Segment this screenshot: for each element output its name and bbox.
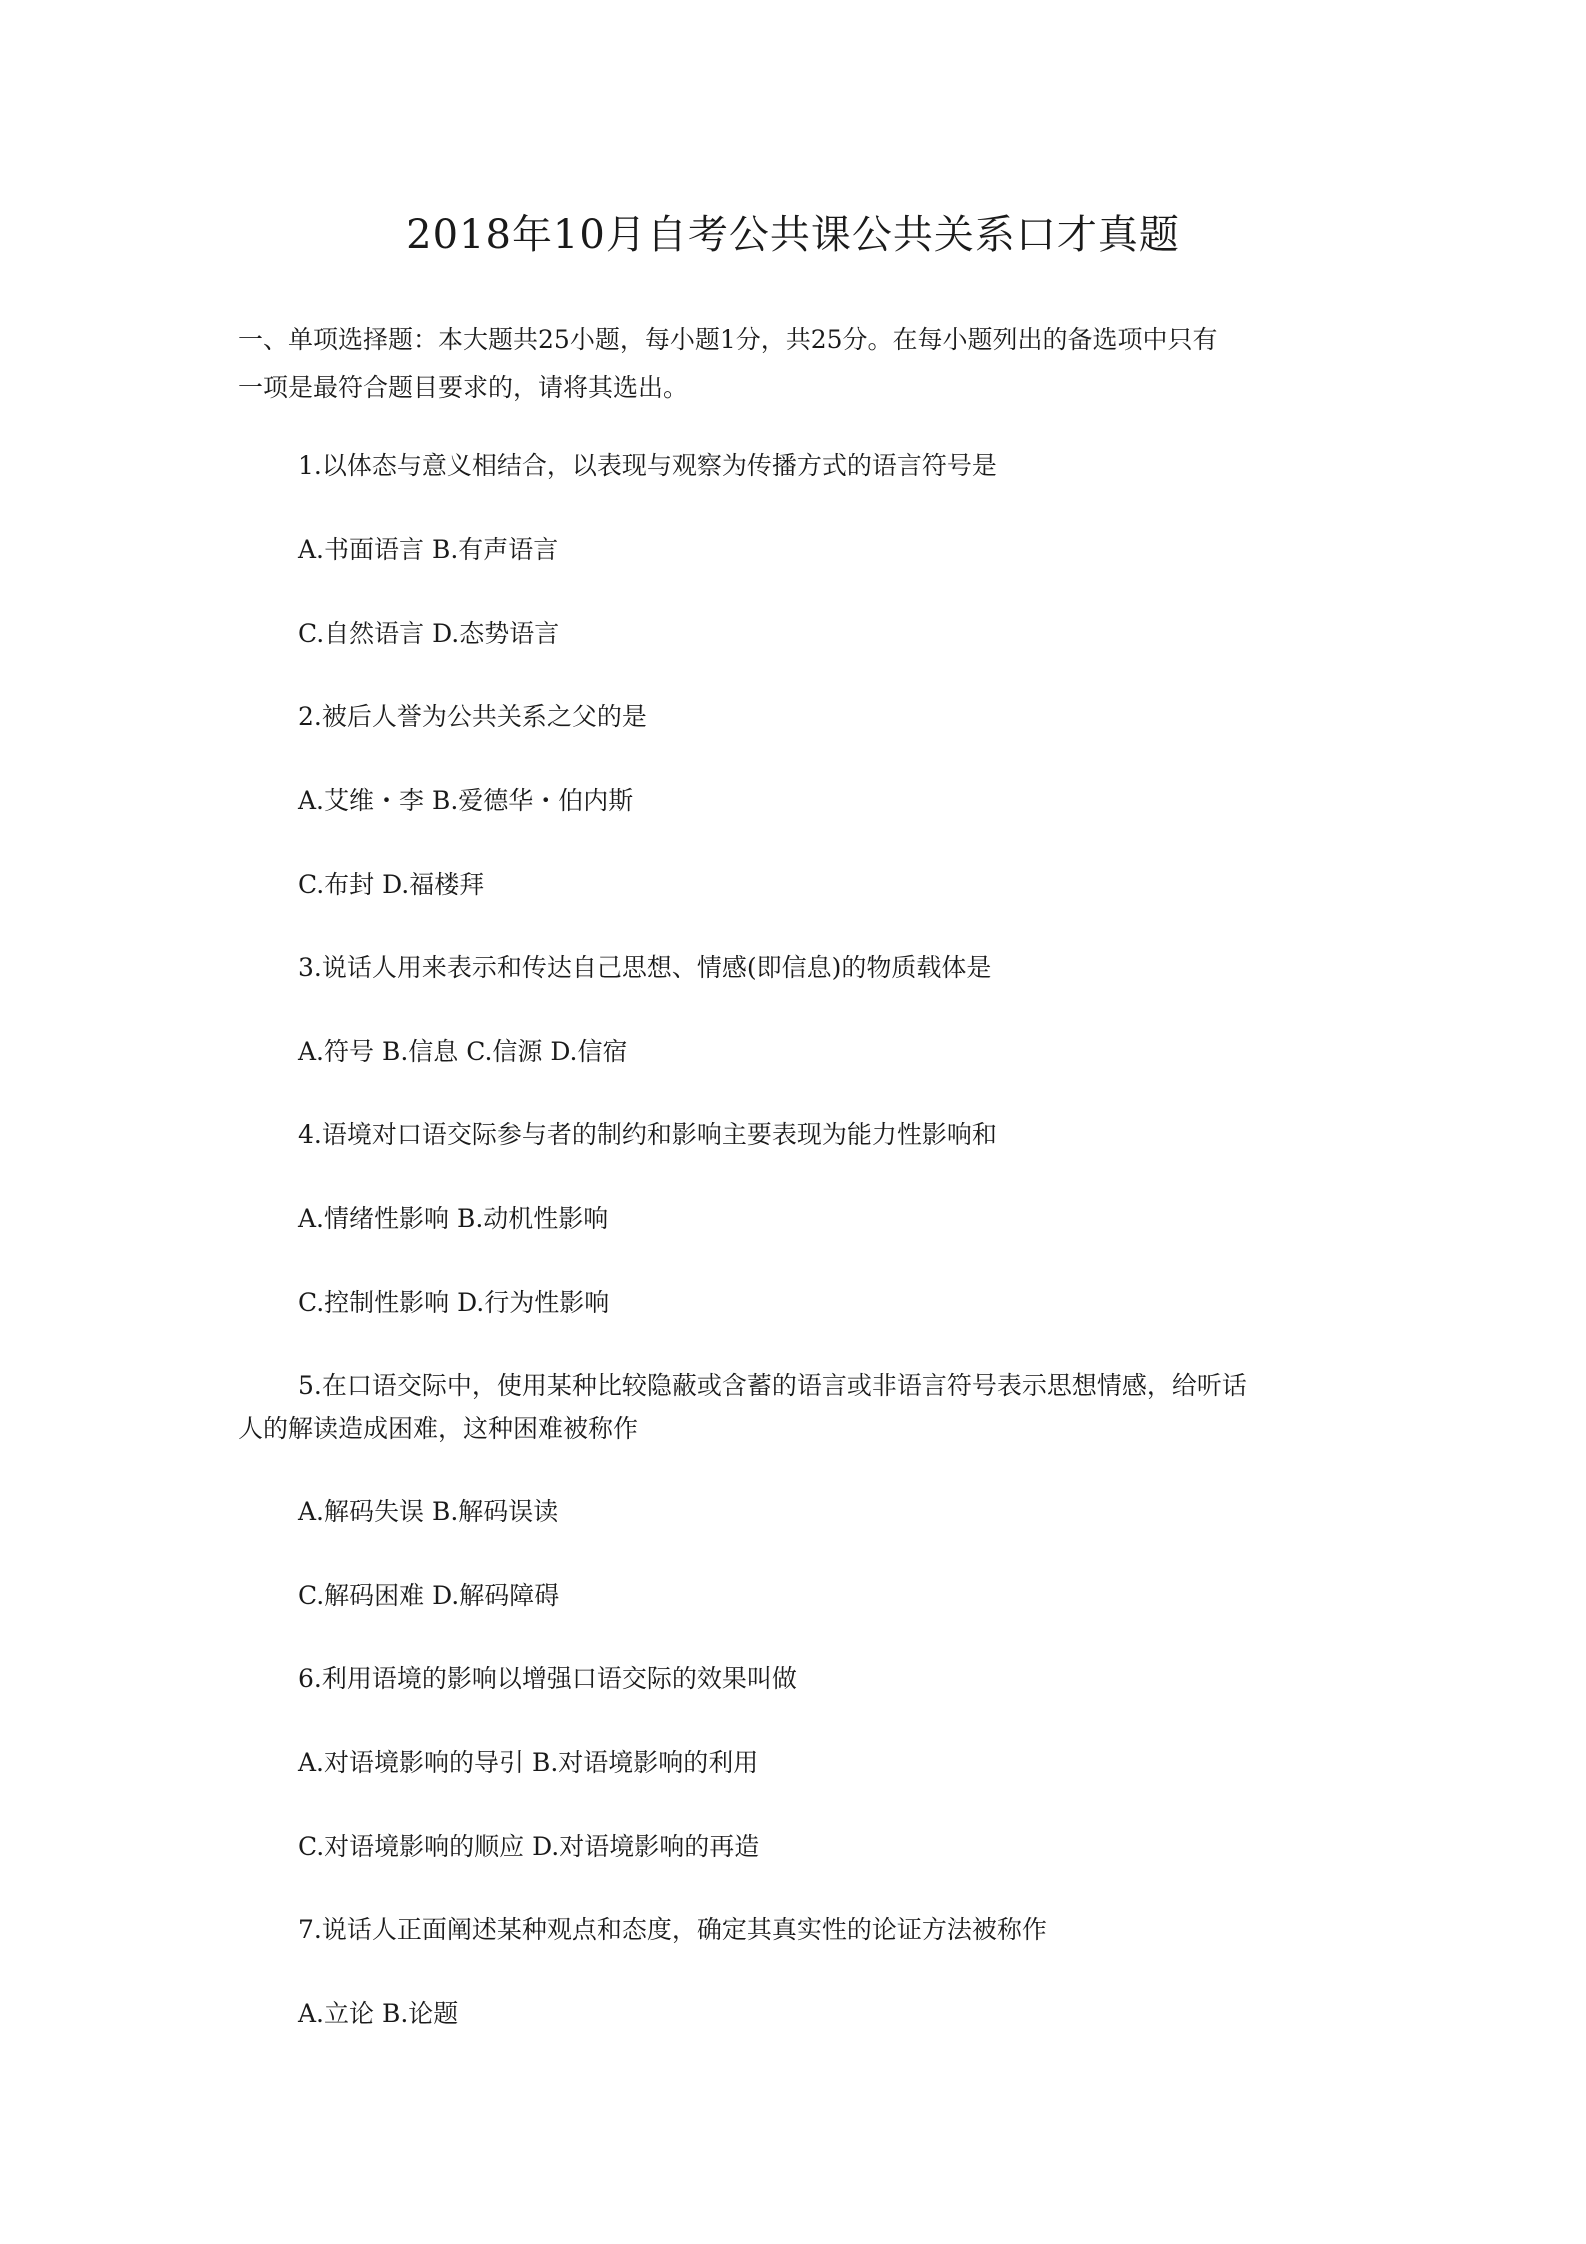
question-4-option-line-1: A.情绪性影响 B.动机性影响	[298, 1204, 609, 1233]
question-6-option-line-1: A.对语境影响的导引 B.对语境影响的利用	[298, 1748, 759, 1777]
section-instructions-line-1: 一、单项选择题：本大题共25小题，每小题1分，共25分。在每小题列出的备选项中只有	[238, 325, 1218, 354]
question-5-stem-continued: 人的解读造成困难，这种困难被称作	[238, 1414, 639, 1443]
question-3-stem: 3.说话人用来表示和传达自己思想、情感(即信息)的物质载体是	[298, 953, 992, 982]
question-2-stem: 2.被后人誉为公共关系之父的是	[298, 702, 647, 731]
page-title: 2018年10月自考公共课公共关系口才真题	[406, 212, 1180, 258]
section-instructions	[238, 316, 1358, 412]
question-6-option-line-2: C.对语境影响的顺应 D.对语境影响的再造	[298, 1832, 760, 1861]
question-4-option-line-2: C.控制性影响 D.行为性影响	[298, 1288, 610, 1317]
question-5-option-line-2: C.解码困难 D.解码障碍	[298, 1581, 560, 1610]
question-2-option-line-2: C.布封 D.福楼拜	[298, 870, 485, 899]
question-7-option-line-1: A.立论 B.论题	[298, 1999, 459, 2028]
question-7-stem: 7.说话人正面阐述某种观点和态度，确定其真实性的论证方法被称作	[298, 1915, 1047, 1944]
question-5-option-line-1: A.解码失误 B.解码误读	[298, 1497, 559, 1526]
question-1-option-line-1: A.书面语言 B.有声语言	[298, 535, 559, 564]
question-1-option-line-2: C.自然语言 D.态势语言	[298, 619, 560, 648]
question-3-option-line-1: A.符号 B.信息 C.信源 D.信宿	[298, 1037, 628, 1066]
section-instructions-line-2: 一项是最符合题目要求的，请将其选出。	[238, 373, 689, 402]
question-6-stem: 6.利用语境的影响以增强口语交际的效果叫做	[298, 1664, 797, 1693]
question-2-option-line-1: A.艾维・李 B.爱德华・伯内斯	[298, 786, 634, 815]
question-1-stem: 1.以体态与意义相结合，以表现与观察为传播方式的语言符号是	[298, 451, 997, 480]
question-4-stem: 4.语境对口语交际参与者的制约和影响主要表现为能力性影响和	[298, 1120, 997, 1149]
question-5-stem: 5.在口语交际中，使用某种比较隐蔽或含蓄的语言或非语言符号表示思想情感，给听话	[298, 1371, 1247, 1400]
